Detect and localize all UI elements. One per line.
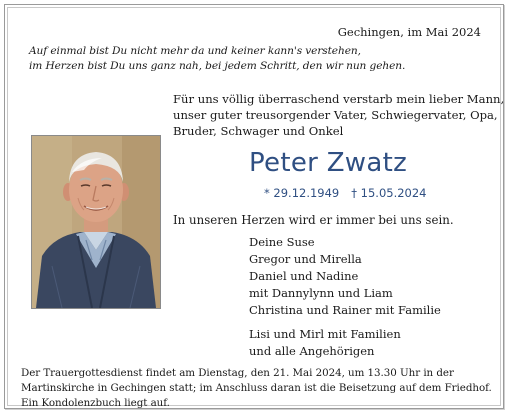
- mourner-line: Lisi und Mirl mit Familien: [249, 327, 401, 341]
- service-info-line-2: Martinskirche in Gechingen statt; im Anschluss daran ist die Beisetzung auf dem Friedhof.: [21, 382, 492, 394]
- mourner-line: mit Dannylynn und Liam: [249, 286, 393, 300]
- death-date: † 15.05.2024: [351, 186, 427, 200]
- motto: In unseren Herzen wird er immer bei uns sein.: [173, 213, 454, 227]
- place-date: Gechingen, im Mai 2024: [337, 25, 481, 39]
- mourner-line: Gregor und Mirella: [249, 252, 362, 266]
- service-info-line-1: Der Trauergottesdienst findet am Dienstag, den 21. Mai 2024, um 13.30 Uhr in der: [21, 367, 454, 379]
- mourner-line: Deine Suse: [249, 235, 315, 249]
- mourner-line: und alle Angehörigen: [249, 344, 375, 358]
- portrait-illustration: [32, 136, 160, 308]
- quote-line-2: im Herzen bist Du uns ganz nah, bei jedem Schritt, den wir nun gehen.: [29, 60, 406, 72]
- obituary-notice: [4, 4, 504, 409]
- intro-line-3: Bruder, Schwager und Onkel: [173, 124, 344, 138]
- intro-line-2: unser guter treusorgender Vater, Schwiegervater, Opa,: [173, 108, 498, 122]
- portrait-photo: [31, 135, 161, 309]
- birth-date: * 29.12.1949: [264, 186, 340, 200]
- intro-line-1: Für uns völlig überraschend verstarb mein lieber Mann,: [173, 92, 505, 106]
- deceased-name: Peter Zwatz: [249, 148, 408, 178]
- service-info-line-3: Ein Kondolenzbuch liegt auf.: [21, 397, 170, 409]
- life-dates: [264, 186, 427, 200]
- mourner-line: Christina und Rainer mit Familie: [249, 303, 441, 317]
- mourner-line: Daniel und Nadine: [249, 269, 359, 283]
- quote-line-1: Auf einmal bist Du nicht mehr da und keiner kann's verstehen,: [29, 45, 361, 57]
